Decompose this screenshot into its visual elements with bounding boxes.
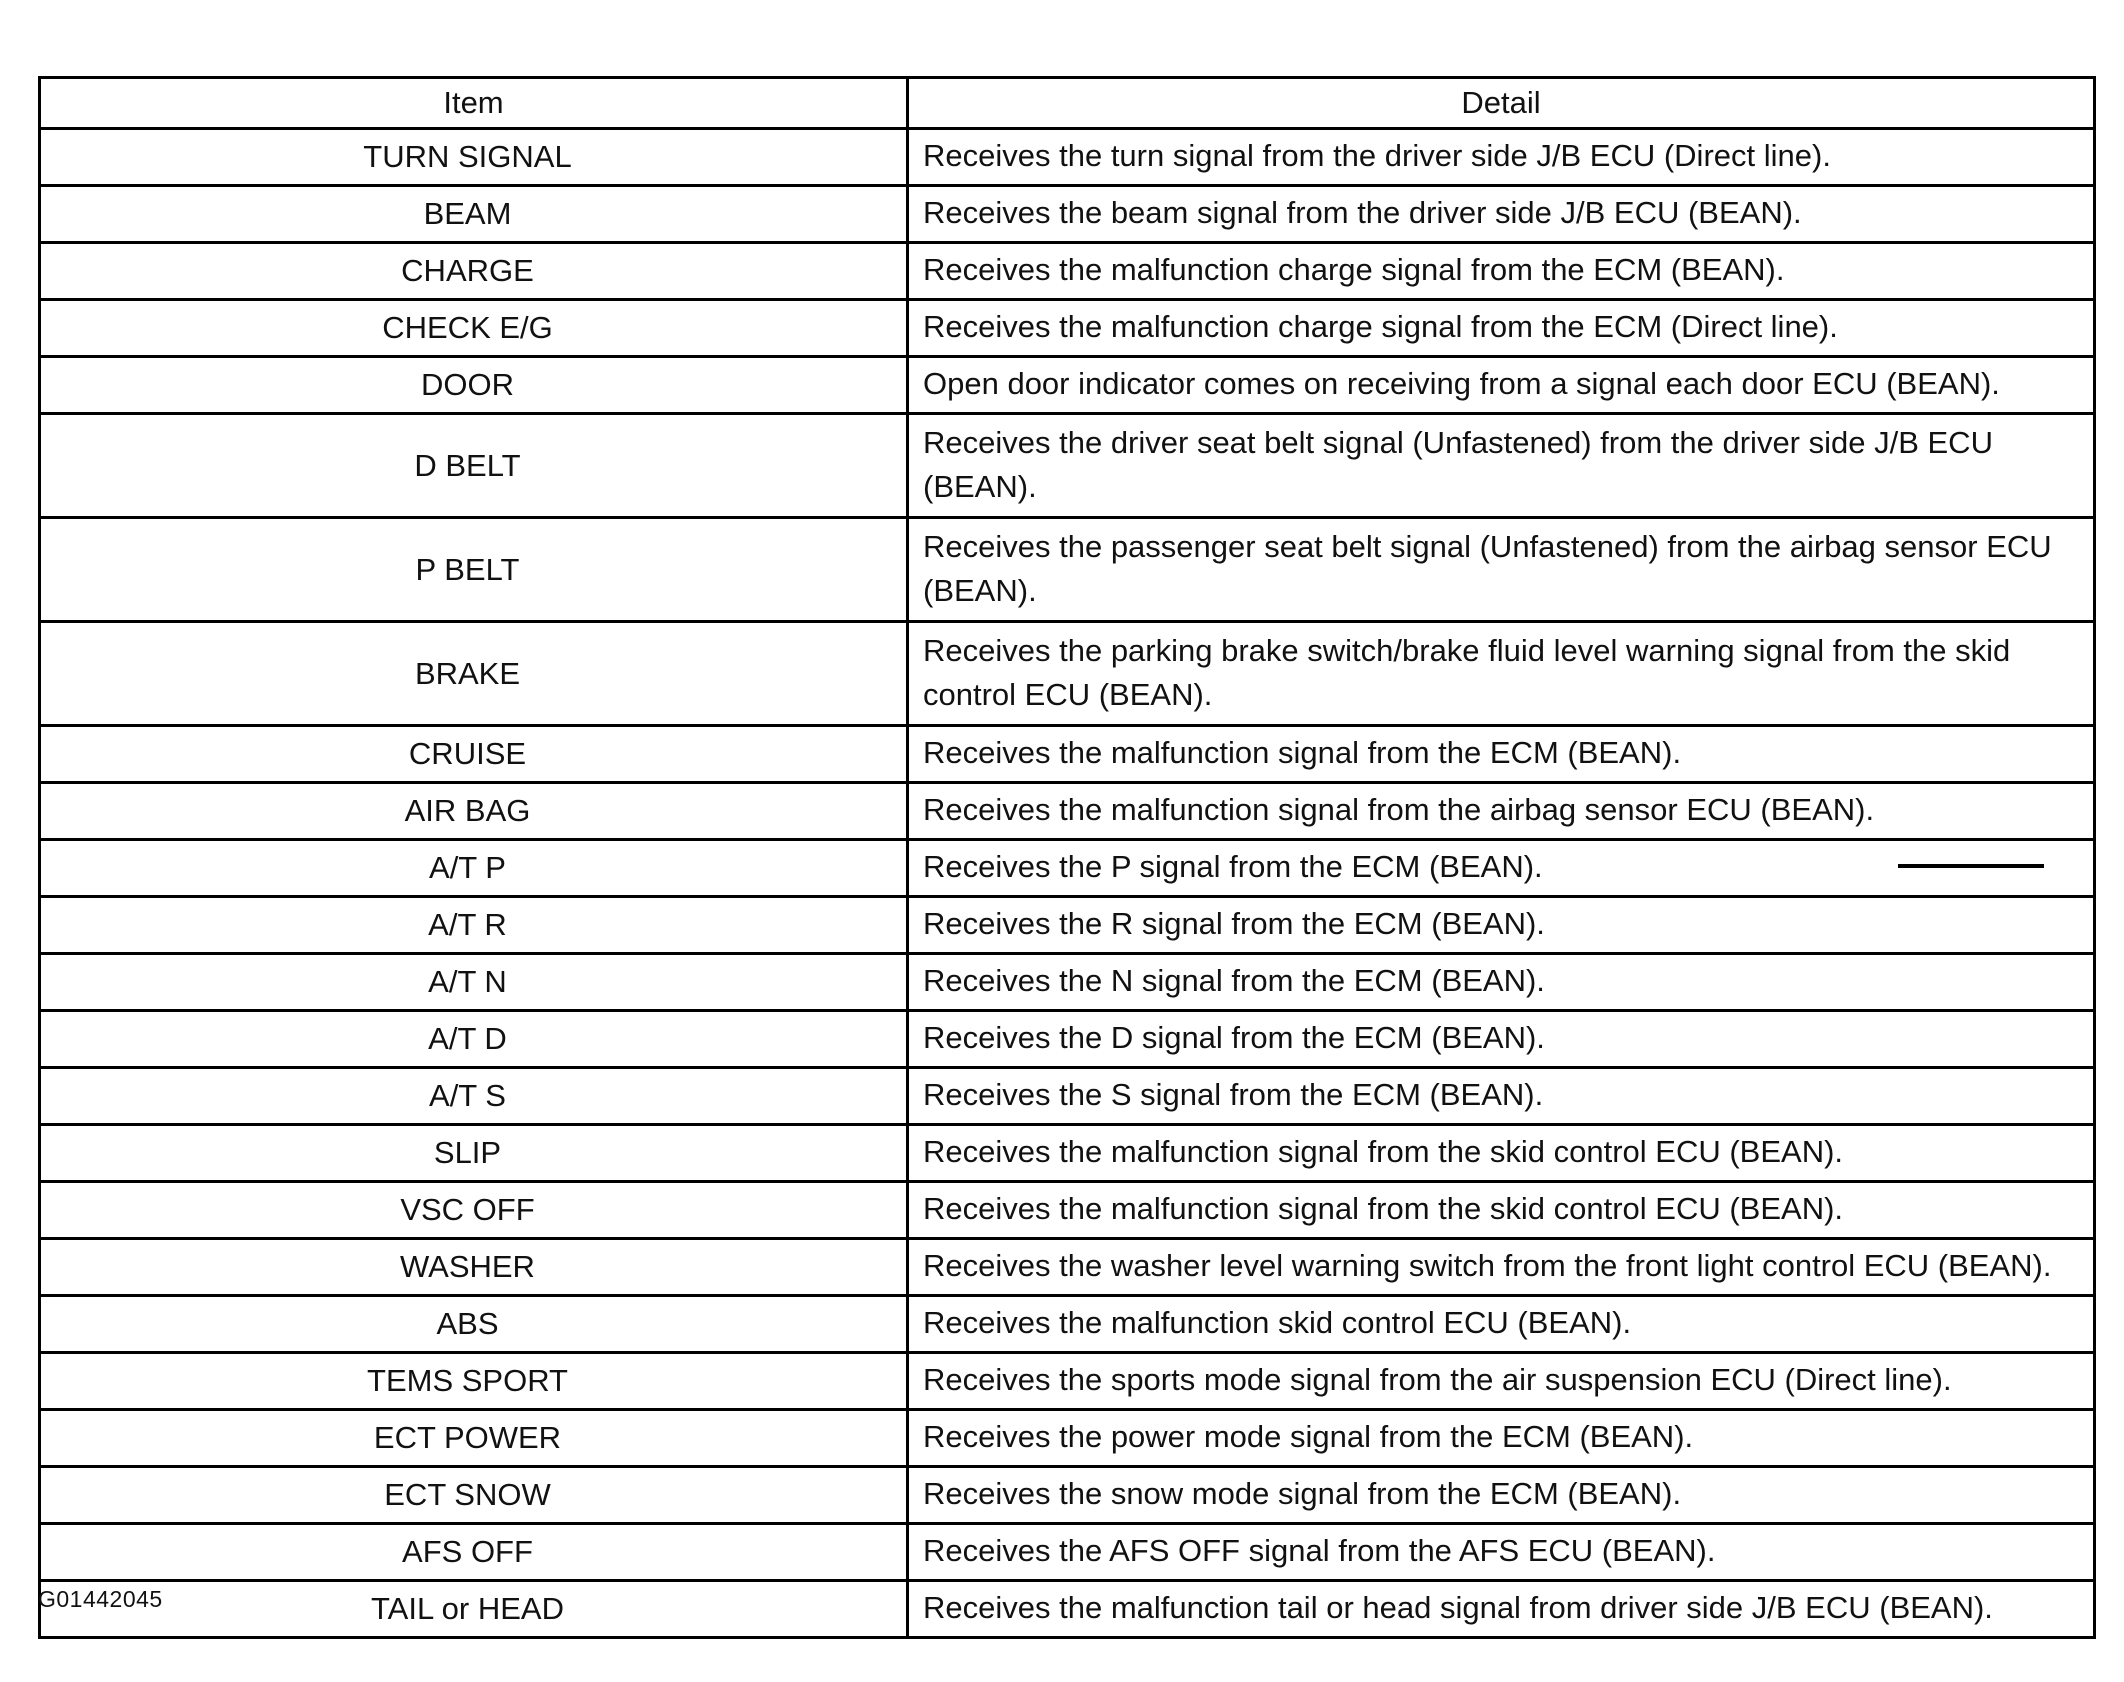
- item-cell: CRUISE: [40, 726, 908, 783]
- item-cell: A/T S: [40, 1068, 908, 1125]
- detail-cell: Receives the N signal from the ECM (BEAN).: [908, 954, 2095, 1011]
- table-row: [40, 840, 2095, 897]
- table-row: [40, 726, 2095, 783]
- item-cell: BRAKE: [40, 622, 908, 726]
- item-cell: ABS: [40, 1296, 908, 1353]
- table-row: [40, 1524, 2095, 1581]
- item-cell: SLIP: [40, 1125, 908, 1182]
- item-cell: TAIL or HEAD: [40, 1581, 908, 1638]
- detail-cell: Receives the driver seat belt signal (Unfastened) from the driver side J/B ECU (BEAN).: [908, 414, 2095, 518]
- table-row: [40, 897, 2095, 954]
- table-row: [40, 414, 2095, 518]
- item-cell: CHARGE: [40, 243, 908, 300]
- detail-cell: Receives the R signal from the ECM (BEAN).: [908, 897, 2095, 954]
- detail-cell: Receives the sports mode signal from the air suspension ECU (Direct line).: [908, 1353, 2095, 1410]
- detail-cell: Receives the power mode signal from the ECM (BEAN).: [908, 1410, 2095, 1467]
- table-row: [40, 518, 2095, 622]
- item-cell: BEAM: [40, 186, 908, 243]
- detail-cell: Receives the malfunction signal from the skid control ECU (BEAN).: [908, 1182, 2095, 1239]
- detail-cell: Receives the D signal from the ECM (BEAN).: [908, 1011, 2095, 1068]
- table-row: [40, 1410, 2095, 1467]
- table-row: [40, 1581, 2095, 1638]
- table-row: [40, 300, 2095, 357]
- detail-cell: Receives the P signal from the ECM (BEAN).: [908, 840, 2095, 897]
- detail-cell: Receives the malfunction charge signal from the ECM (Direct line).: [908, 300, 2095, 357]
- detail-cell: Receives the passenger seat belt signal (Unfastened) from the airbag sensor ECU (BEAN).: [908, 518, 2095, 622]
- detail-cell: Receives the malfunction tail or head signal from driver side J/B ECU (BEAN).: [908, 1581, 2095, 1638]
- detail-cell: Receives the turn signal from the driver side J/B ECU (Direct line).: [908, 129, 2095, 186]
- table-row: [40, 357, 2095, 414]
- detail-cell: Receives the malfunction signal from the airbag sensor ECU (BEAN).: [908, 783, 2095, 840]
- detail-cell: Receives the S signal from the ECM (BEAN).: [908, 1068, 2095, 1125]
- figure-id: G01442045: [38, 1586, 163, 1612]
- item-cell: ECT SNOW: [40, 1467, 908, 1524]
- item-cell: A/T P: [40, 840, 908, 897]
- detail-cell: Receives the AFS OFF signal from the AFS ECU (BEAN).: [908, 1524, 2095, 1581]
- item-cell: CHECK E/G: [40, 300, 908, 357]
- detail-cell: Receives the malfunction signal from the ECM (BEAN).: [908, 726, 2095, 783]
- header-detail: Detail: [908, 78, 2095, 129]
- item-cell: P BELT: [40, 518, 908, 622]
- table-row: [40, 1296, 2095, 1353]
- item-cell: A/T R: [40, 897, 908, 954]
- item-cell: DOOR: [40, 357, 908, 414]
- item-cell: TURN SIGNAL: [40, 129, 908, 186]
- table-row: [40, 1068, 2095, 1125]
- detail-cell: Receives the beam signal from the driver side J/B ECU (BEAN).: [908, 186, 2095, 243]
- table-row: [40, 1239, 2095, 1296]
- detail-cell: Receives the parking brake switch/brake fluid level warning signal from the skid control ECU (BEAN).: [908, 622, 2095, 726]
- header-item: Item: [40, 78, 908, 129]
- detail-cell: Receives the malfunction charge signal from the ECM (BEAN).: [908, 243, 2095, 300]
- detail-cell: Receives the malfunction skid control ECU (BEAN).: [908, 1296, 2095, 1353]
- item-cell: A/T D: [40, 1011, 908, 1068]
- stray-rule-mark: [1898, 864, 2044, 868]
- item-cell: WASHER: [40, 1239, 908, 1296]
- item-cell: D BELT: [40, 414, 908, 518]
- table-row: [40, 1353, 2095, 1410]
- table-row: [40, 1125, 2095, 1182]
- table-row: [40, 1011, 2095, 1068]
- item-cell: AFS OFF: [40, 1524, 908, 1581]
- detail-cell: Receives the malfunction signal from the skid control ECU (BEAN).: [908, 1125, 2095, 1182]
- table-row: [40, 1182, 2095, 1239]
- item-cell: A/T N: [40, 954, 908, 1011]
- table-row: [40, 186, 2095, 243]
- table-row: [40, 243, 2095, 300]
- detail-cell: Open door indicator comes on receiving from a signal each door ECU (BEAN).: [908, 357, 2095, 414]
- table-row: [40, 622, 2095, 726]
- item-cell: ECT POWER: [40, 1410, 908, 1467]
- table-header-row: [40, 78, 2095, 129]
- detail-cell: Receives the washer level warning switch from the front light control ECU (BEAN).: [908, 1239, 2095, 1296]
- table-row: [40, 954, 2095, 1011]
- item-cell: TEMS SPORT: [40, 1353, 908, 1410]
- table-row: [40, 129, 2095, 186]
- table-row: [40, 783, 2095, 840]
- item-cell: AIR BAG: [40, 783, 908, 840]
- item-cell: VSC OFF: [40, 1182, 908, 1239]
- table-row: [40, 1467, 2095, 1524]
- detail-cell: Receives the snow mode signal from the ECM (BEAN).: [908, 1467, 2095, 1524]
- indicator-signal-table: [38, 76, 2096, 1639]
